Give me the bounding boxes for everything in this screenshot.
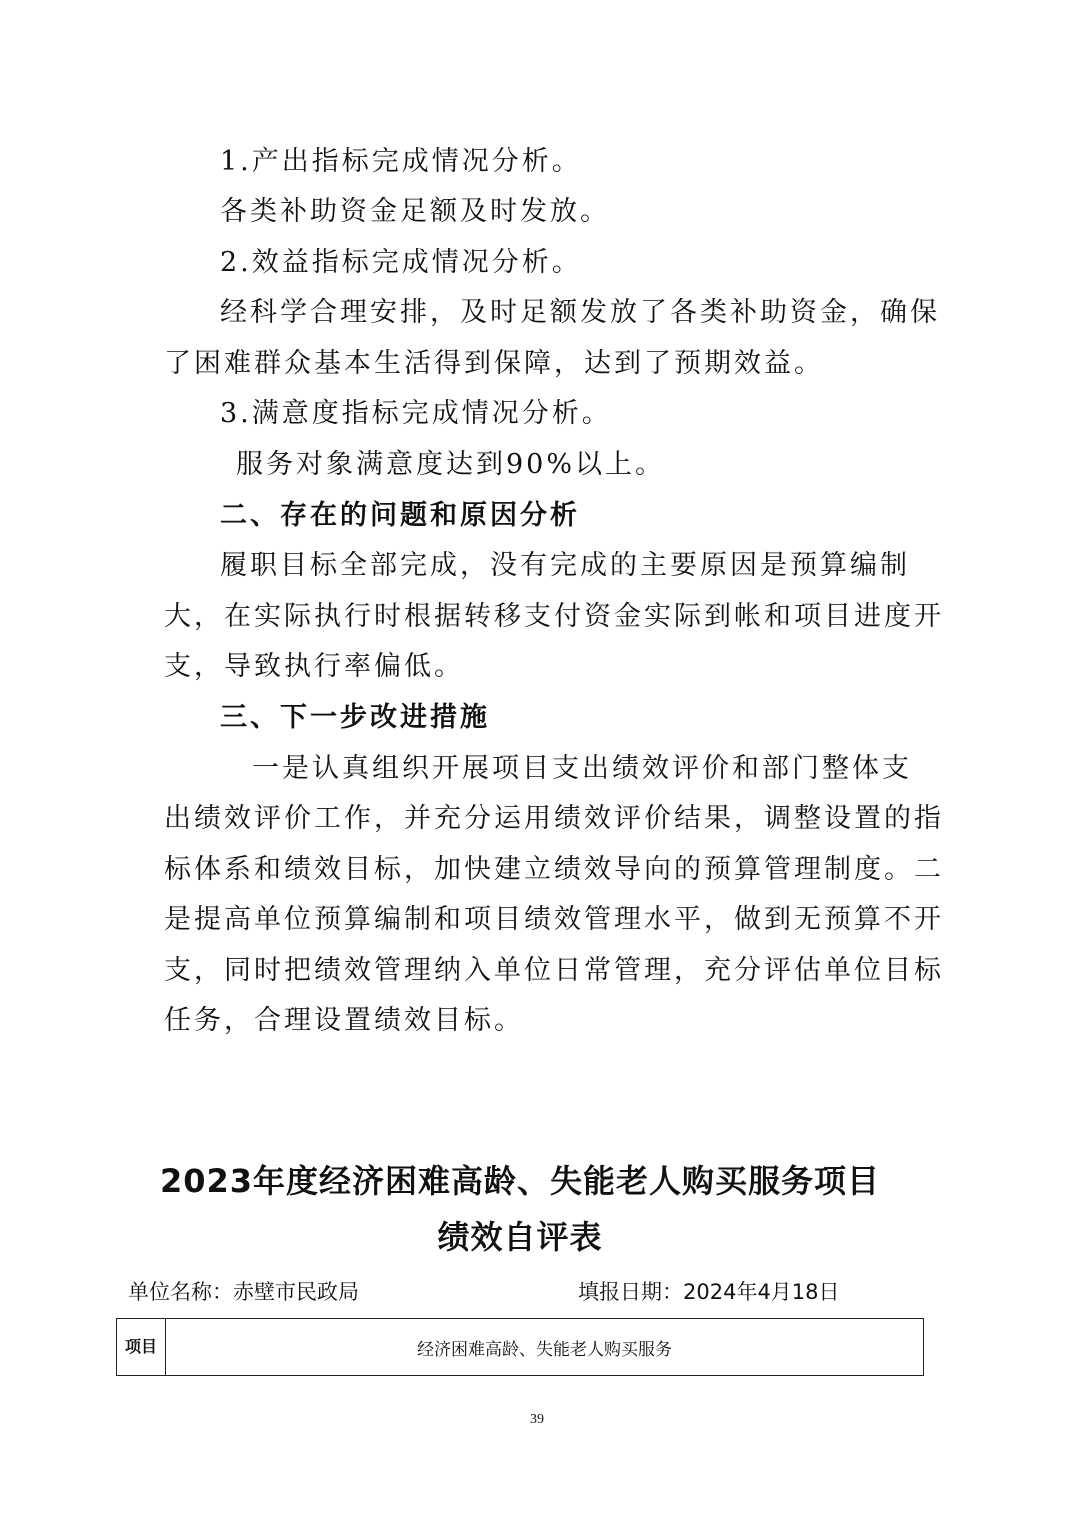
project-header-cell: 项目	[117, 1319, 166, 1376]
form-subtitle: 绩效自评表	[437, 1218, 603, 1256]
paragraph-line: 标体系和绩效目标，加快建立绩效导向的预算管理制度。二	[164, 854, 944, 885]
paragraph-line: 3.满意度指标完成情况分析。	[220, 398, 612, 429]
paragraph-line: 2.效益指标完成情况分析。	[220, 247, 582, 278]
paragraph-line: 任务，合理设置绩效目标。	[164, 1005, 524, 1036]
table-row	[117, 1319, 924, 1376]
paragraph-line: 支，同时把绩效管理纳入单位日常管理，充分评估单位目标	[164, 955, 944, 986]
paragraph-line: 了困难群众基本生活得到保障，达到了预期效益。	[164, 348, 824, 379]
project-table	[116, 1318, 924, 1376]
section-heading: 二、存在的问题和原因分析	[220, 500, 580, 531]
form-title: 2023年度经济困难高龄、失能老人购买服务项目	[159, 1162, 881, 1200]
paragraph-line: 支，导致执行率偏低。	[164, 651, 464, 682]
paragraph-line: 履职目标全部完成，没有完成的主要原因是预算编制	[220, 550, 910, 581]
paragraph-line: 大，在实际执行时根据转移支付资金实际到帐和项目进度开	[164, 601, 944, 632]
paragraph-line: 是提高单位预算编制和项目绩效管理水平，做到无预算不开	[164, 904, 944, 935]
paragraph-line: 各类补助资金足额及时发放。	[220, 196, 610, 227]
report-date: 填报日期：2024年4月18日	[578, 1280, 840, 1304]
unit-name: 单位名称：赤壁市民政局	[128, 1280, 359, 1304]
section-heading: 三、下一步改进措施	[220, 702, 490, 733]
page-number: 39	[530, 1412, 544, 1427]
paragraph-line: 服务对象满意度达到90%以上。	[236, 449, 666, 480]
paragraph-line: 出绩效评价工作，并充分运用绩效评价结果，调整设置的指	[164, 803, 944, 834]
paragraph-line: 1.产出指标完成情况分析。	[220, 146, 582, 177]
paragraph-line: 一是认真组织开展项目支出绩效评价和部门整体支	[252, 753, 912, 784]
paragraph-line: 经科学合理安排，及时足额发放了各类补助资金，确保	[220, 297, 940, 328]
project-value-cell: 经济困难高龄、失能老人购买服务	[166, 1319, 924, 1376]
